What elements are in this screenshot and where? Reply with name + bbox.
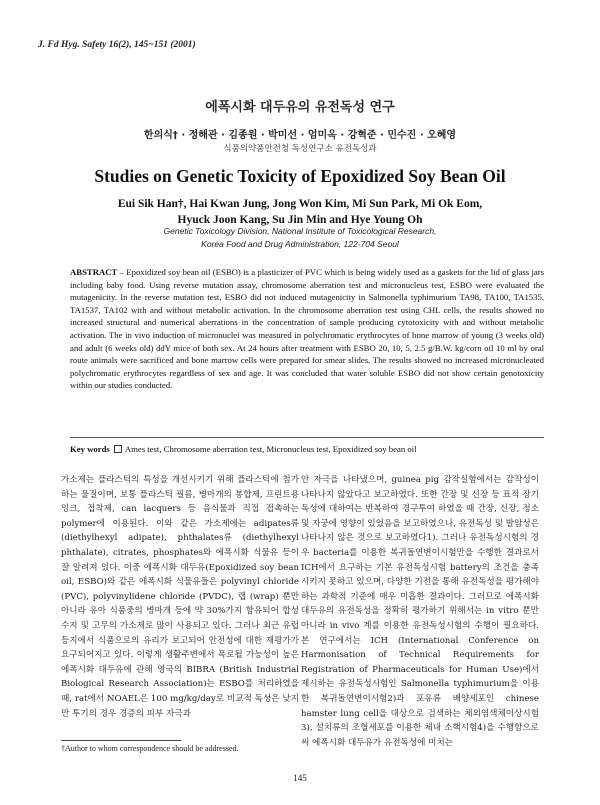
abstract	[70, 266, 544, 392]
checkbox-square-icon	[114, 445, 122, 453]
english-title: Studies on Genetic Toxicity of Epoxidized Soy Bean Oil	[94, 166, 506, 186]
english-affiliation-line2: Korea Food and Drug Administration, 122-704 Seoul	[201, 239, 399, 249]
english-affiliation	[0, 225, 600, 251]
korean-authors: 한의식† · 정해관 · 김종원 · 박미선 · 엄미옥 · 강혁준 · 민수진 · 오혜영	[143, 130, 457, 141]
english-authors-line2: Hyuck Joon Kang, Su Jin Min and Hye Young Oh	[177, 214, 423, 226]
footnote-divider	[61, 740, 181, 741]
abstract-label: ABSTRACT	[70, 267, 118, 277]
page-number: 145	[293, 773, 307, 783]
english-authors	[0, 196, 600, 228]
keywords-label: Key words	[70, 444, 110, 454]
korean-title: 에폭시화 대두유의 유전독성 연구	[205, 100, 395, 115]
body-paragraph-left: 가소제는 플라스틱의 특성을 개선시키기 위해 플라스틱에 첨가하는 물질이며, 보통 플라스틱 필름, 병마개의 봉합제, 프린트용 잉크, 접착제, can lacquers 등 음식물과 직접 접촉하는 polymer에 이용된다. 이와 같은 가소제에는 adipates류 (diethylhexyl adipate), phthalates류 (diethylhexyl phthalate), citrates, phosphates와 에폭시화 식물유 등이 잘 알려져 있다. 이중 에폭시화 대두유(Epoxidized soy bean oil, ESBO)와 같은 에폭시화 식물유들은 polyvinyl chloride (PVC), polyvinylidene chloride (PVDC), 랩 (wrap) 뿐만 아니라 유아 식품중의 병마개 등에 약 30%가지 함유되어 합성수지 및 고무의 가소제로 많이 사용되고 있다. 그러나 최근 유럽 등지에서 식품으로의 유리가 보고되어 안전성에 대한 재평가가 요구되어지고 있다. 이렇게 생활주변에서 폭로될 가능성이 높은 에폭시화 대두유에 관해 영국의 BIBRA (British Industrial Biological Research Association)는 ESBO를 처리하였을 때, rat에서 NOAEL은 100 mg/kg/day로 비교적 독성은 낮지만 투기의 경우 경증의 피부 자극과	[61, 475, 299, 719]
journal-citation: J. Fd Hyg. Safety 16(2), 145~151 (2001)	[38, 40, 196, 50]
body-column-left	[61, 473, 299, 721]
abstract-text: – Epoxidized soy bean oil (ESBO) is a plasticizer of PVC which is being widely used as a gaskets for the lid of glass jars including baby food. Using reverse mutation assay, chromosome aberration test and micronucleus test, ESBO were evaluated the mutagenicity. In the reverse mutation test, ESBO did not induced mutagenicity in Salmonella typhimurium TA98, TA100, TA1535, TA1537, TA102 with and without metabolic activation. In the chromosome aberration test using CHL cells, the results showed no increased structural and numerical aberrations in the concentration of sample producing cytotoxicity with and without metabolic activation. The in vivo induction of micronuclei was measured in polychromatic erythrocytes of bone marrow of young (3 weeks old) and adult (6 weeks old) ddY mice of both sex. At 24 hours after treatment with ESBO 20, 10, 5, 2.5 g/B.W. kg/corn oil 10 ml by oral route animals were sacrificed and bone marrow cells were prepared for smear slides. The results showed no increased micronucleated polychromatic erythrocytes regardless of sex and age. It was concluded that water soluble ESBO did not show certain genotoxicity within our studies conducted.	[70, 267, 544, 391]
footnote: †Author to whom correspondence should be addressed.	[61, 744, 239, 753]
keywords	[70, 444, 544, 454]
english-affiliation-line1: Genetic Toxicology Division, National Institute of Toxicological Research,	[163, 226, 437, 236]
english-authors-line1: Eui Sik Han†, Hai Kwan Jung, Jong Won Kim, Mi Sun Park, Mi Ok Eom,	[117, 198, 483, 210]
korean-affiliation: 식품의약품안전청 독성연구소 유전독성과	[223, 144, 377, 154]
abstract-divider	[70, 437, 544, 438]
body-paragraph-right: 안 자극을 나타냈으며, guinea pig 감작실험에서는 감작성이 나타나지 않았다고 보고하였다. 또한 간장 및 신장 등 표적 장기 독성에 대하여는 반복하여 경구투여 하였을 때 간장, 신장, 정소 및 자궁에 영향이 있었음을 보고하였으나, 유전독성 및 발암성은 나타나지 않은 것으로 보고하였다1). 그러나 유전독성시험의 경우 bacteria를 이용한 복귀돌연변이시험만을 수행한 결과로서 ICH에서 요구하는 기본 유전독성시험 battery의 조건을 충족시키지 못하고 있으며, 다양한 기전을 통해 유전독성을 평가해야 하는 과학적 기준에 매우 미흡한 결과이다. 그러므로 에폭시화 대두유의 유전독성을 정확히 평가하기 위해서는 in vitro 뿐만 아니라 in vivo 계를 이용한 유전독성시험의 수행이 필요하다. 본 연구에서는 ICH (International Conference on Harmonisation of Technical Requirements for Registration of Pharmaceuticals for Human Use)에서 제시하는 유전독성시험인 Salmonella typhimurium을 이용한 복귀돌연변이시험2)과 포유류 배양세포인 chinese hamster lung cell을 대상으로 검색하는 체외염색체이상시험3), 설치류의 조혈세포를 이용한 체내 소핵시험4)을 수행함으로써 에폭시화 대두유가 유전독성에 미치는	[301, 475, 539, 748]
keywords-text: Ames test, Chromosome aberration test, Micronucleus test, Epoxidized soy bean oil	[124, 444, 417, 454]
body-column-right	[301, 473, 539, 750]
